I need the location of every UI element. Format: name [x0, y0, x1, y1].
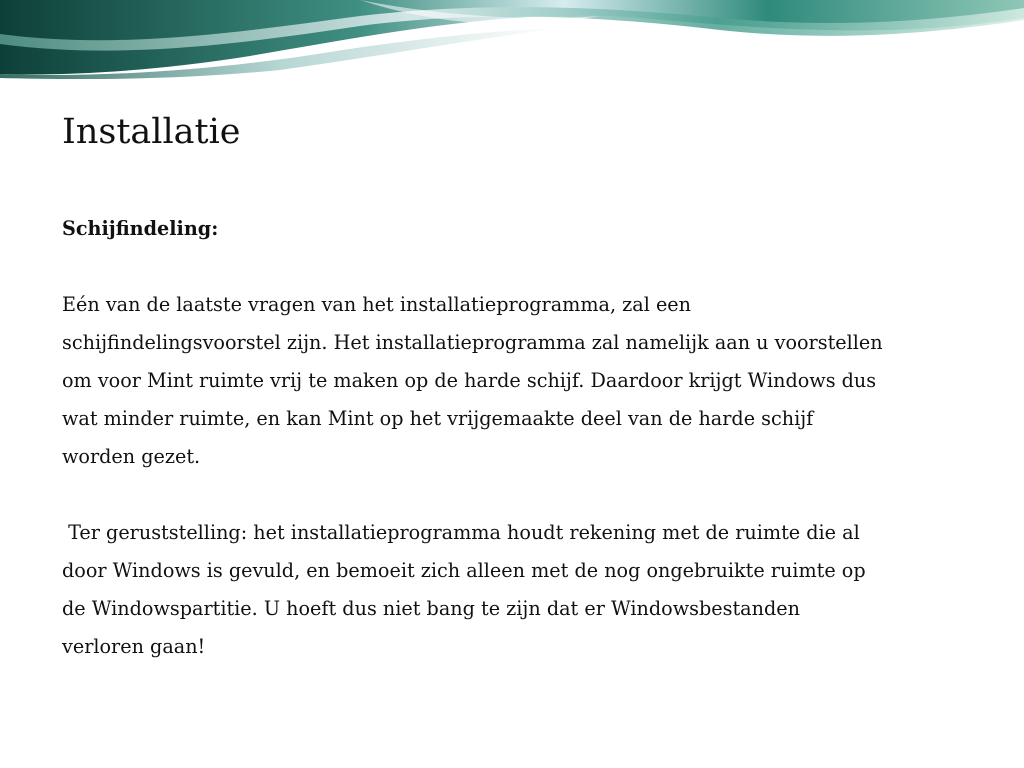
- text-line: om voor Mint ruimte vrij te maken op de harde schijf. Daardoor krijgt Windows dus: [62, 369, 877, 392]
- wave-banner: [0, 0, 1024, 80]
- text-line: wat minder ruimte, en kan Mint op het vrijgemaakte deel van de harde schijf: [62, 407, 814, 430]
- slide-title: Installatie: [62, 112, 241, 152]
- text-line: Ter geruststelling: het installatieprogramma houdt rekening met de ruimte die al: [62, 521, 860, 544]
- text-line: verloren gaan!: [62, 635, 206, 658]
- slide-content: [62, 210, 982, 666]
- text-line: schijfindelingsvoorstel zijn. Het installatieprogramma zal namelijk aan u voorstellen: [62, 331, 883, 354]
- text-line: de Windowspartitie. U hoeft dus niet bang te zijn dat er Windowsbestanden: [62, 597, 800, 620]
- paragraph-reassurance: [62, 514, 982, 666]
- paragraph-partition-proposal: [62, 286, 982, 476]
- text-line: door Windows is gevuld, en bemoeit zich alleen met de nog ongebruikte ruimte op: [62, 559, 866, 582]
- section-heading: Schijfindeling:: [62, 217, 219, 240]
- text-line: worden gezet.: [62, 445, 201, 468]
- spacer: [62, 248, 982, 286]
- text-line: Eén van de laatste vragen van het installatieprogramma, zal een: [62, 293, 692, 316]
- spacer: [62, 476, 982, 514]
